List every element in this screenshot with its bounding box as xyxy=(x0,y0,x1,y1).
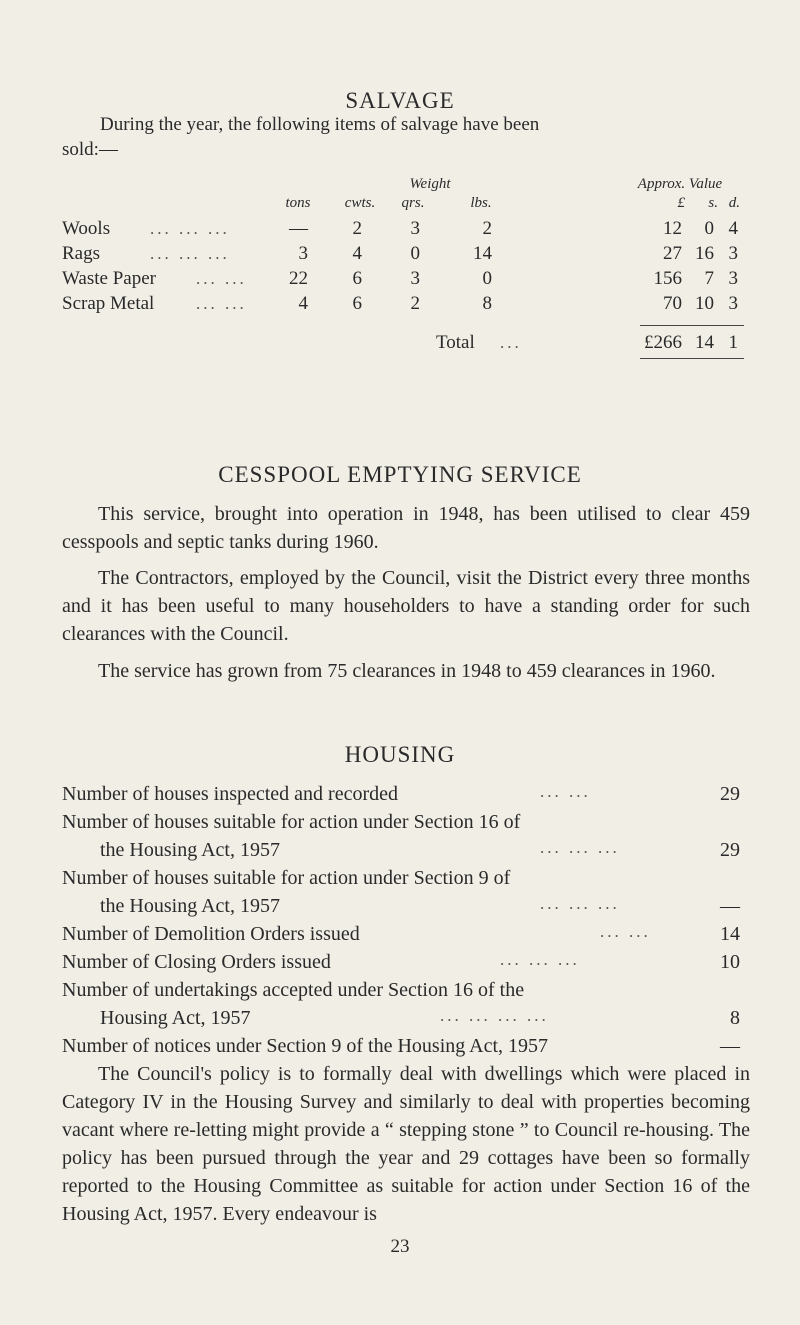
leader-dots: ... ... ... xyxy=(500,950,580,969)
cesspool-paragraph: The Contractors, employed by the Council, visit the District every three months and it has been useful to many householders to have a standing order for such clearances with the Council. xyxy=(62,567,750,645)
housing-item-text: Number of houses inspected and recorded xyxy=(62,783,398,805)
tons-value: 22 xyxy=(289,268,308,289)
cesspool-paragraph: The service has grown from 75 clearances in 1948 to 459 clearances in 1960. xyxy=(98,660,716,682)
housing-policy-paragraph: The Council's policy is to formally deal with dwellings which were placed in Category IV in the Housing Survey and similarly to deal with properties becoming vacant where re-letting might provide a “ stepping stone ” to Council re-housing. The policy has been pursued through the year and 29 cottages have been so formally reported to the Housing Committee as suitable for action under Section 16 of the Housing Act, 1957. Every endeavour is xyxy=(62,1063,750,1225)
housing-item-text-cont: the Housing Act, 1957 xyxy=(100,839,280,861)
housing-item-text-cont: Housing Act, 1957 xyxy=(100,1007,251,1029)
lbs-value: 14 xyxy=(473,243,492,264)
shillings-value: 10 xyxy=(695,293,714,314)
col-cwts-header: cwts. xyxy=(344,195,376,211)
tons-value: — xyxy=(289,218,308,239)
tons-value: 3 xyxy=(298,243,308,264)
page-number: 23 xyxy=(390,1236,410,1257)
cwts-value: 2 xyxy=(352,218,362,239)
leader-dots: ... ... xyxy=(540,782,591,801)
salvage-item-label: Waste Paper xyxy=(62,268,156,289)
housing-heading: HOUSING xyxy=(344,742,456,767)
housing-item-text: Number of undertakings accepted under Section 16 of the xyxy=(62,979,525,1001)
cwts-value: 6 xyxy=(352,293,362,314)
leader-dots: ... ... xyxy=(196,294,247,313)
qrs-value: 3 xyxy=(410,218,420,239)
leader-dots: ... ... ... xyxy=(150,244,230,263)
col-lbs-header: lbs. xyxy=(470,195,492,211)
col-tons-header: tons xyxy=(285,195,311,211)
cwts-value: 4 xyxy=(352,243,362,264)
pence-value: 3 xyxy=(728,243,738,264)
housing-item-text-cont: the Housing Act, 1957 xyxy=(100,895,280,917)
total-rule-bottom xyxy=(640,358,744,359)
shillings-value: 16 xyxy=(695,243,714,264)
leader-dots: ... ... xyxy=(600,922,651,941)
housing-item-value: 29 xyxy=(720,783,740,805)
col-pounds-header: £ xyxy=(677,195,685,211)
salvage-intro-line1: During the year, the following items of salvage have been xyxy=(100,114,540,135)
housing-item-text: Number of notices under Section 9 of the Housing Act, 1957 xyxy=(62,1035,549,1057)
value-header: Approx. Value xyxy=(637,176,723,192)
col-pence-header: d. xyxy=(728,195,740,211)
pence-value: 3 xyxy=(728,268,738,289)
total-pence: 1 xyxy=(728,332,738,353)
leader-dots: ... ... ... xyxy=(540,894,620,913)
salvage-heading: SALVAGE xyxy=(345,88,455,113)
salvage-intro-line2: sold:— xyxy=(62,139,118,160)
qrs-value: 3 xyxy=(410,268,420,289)
housing-item-value: 29 xyxy=(720,839,740,861)
housing-item-text: Number of Demolition Orders issued xyxy=(62,923,360,945)
cesspool-heading: CESSPOOL EMPTYING SERVICE xyxy=(218,462,582,487)
total-leader-dots: ... xyxy=(500,333,522,352)
shillings-value: 0 xyxy=(704,218,714,239)
pounds-value: 12 xyxy=(663,218,682,239)
shillings-value: 7 xyxy=(704,268,714,289)
housing-item-value: 14 xyxy=(720,923,740,945)
housing-item-value: 10 xyxy=(720,951,740,973)
housing-item-text: Number of Closing Orders issued xyxy=(62,951,331,973)
col-shillings-header: s. xyxy=(708,195,718,211)
total-rule-top xyxy=(640,325,744,326)
cwts-value: 6 xyxy=(352,268,362,289)
leader-dots: ... ... xyxy=(196,269,247,288)
tons-value: 4 xyxy=(298,293,308,314)
leader-dots: ... ... ... ... xyxy=(440,1006,549,1025)
weight-header: Weight xyxy=(409,176,451,192)
housing-item-text: Number of houses suitable for action under Section 16 of xyxy=(62,811,521,833)
qrs-value: 0 xyxy=(410,243,420,264)
leader-dots: ... ... ... xyxy=(150,219,230,238)
housing-item-value: — xyxy=(720,895,740,917)
salvage-item-label: Rags xyxy=(62,243,100,264)
housing-item-value: 8 xyxy=(730,1007,740,1029)
pence-value: 4 xyxy=(728,218,738,239)
lbs-value: 2 xyxy=(482,218,492,239)
pence-value: 3 xyxy=(728,293,738,314)
total-pounds: £266 xyxy=(644,332,682,353)
total-shillings: 14 xyxy=(695,332,714,353)
total-label: Total xyxy=(436,332,475,353)
pounds-value: 27 xyxy=(663,243,682,264)
lbs-value: 0 xyxy=(482,268,492,289)
pounds-value: 70 xyxy=(663,293,682,314)
cesspool-paragraph: This service, brought into operation in 1948, has been utilised to clear 459 cesspools and septic tanks during 1960. xyxy=(62,503,750,553)
salvage-item-label: Scrap Metal xyxy=(62,293,155,314)
salvage-item-label: Wools xyxy=(62,218,111,239)
qrs-value: 2 xyxy=(410,293,420,314)
housing-item-value: — xyxy=(720,1035,740,1057)
pounds-value: 156 xyxy=(653,268,682,289)
housing-item-text: Number of houses suitable for action under Section 9 of xyxy=(62,867,511,889)
leader-dots: ... ... ... xyxy=(540,838,620,857)
col-qrs-header: qrs. xyxy=(401,195,425,211)
lbs-value: 8 xyxy=(482,293,492,314)
